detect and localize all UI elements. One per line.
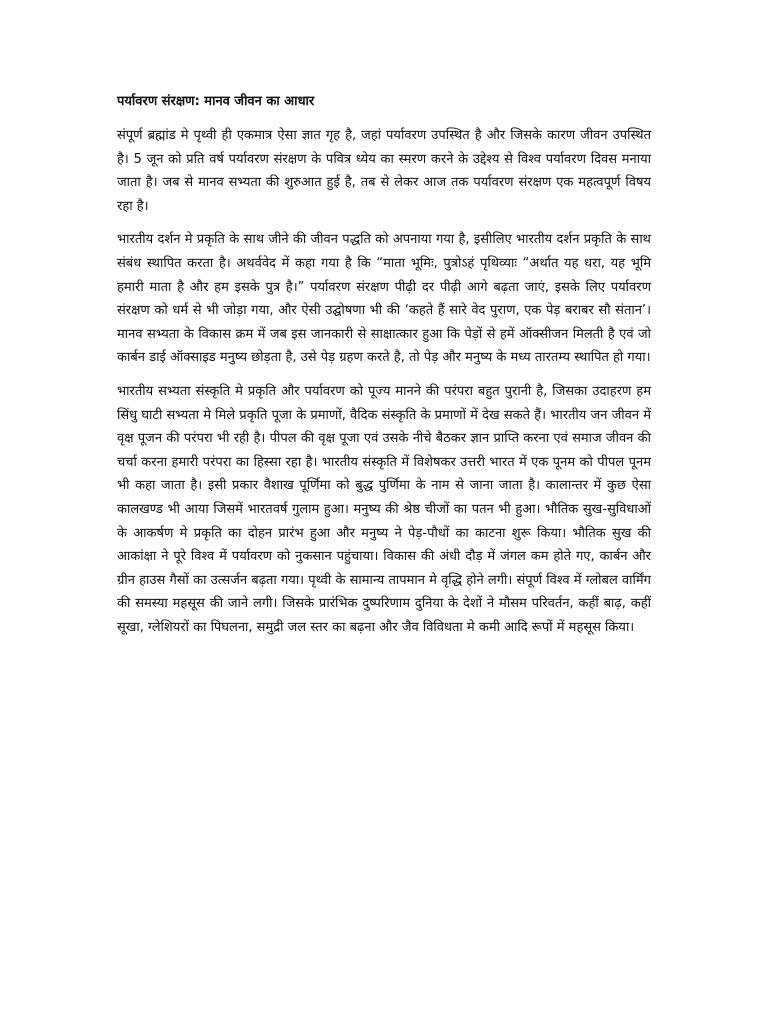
paragraph-intro: संपूर्ण ब्रह्मांड मे पृथ्वी ही एकमात्र ऐसा ज्ञात गृह है, जहां पर्यावरण उपस्थित है और जिसके कारण जीवन उपस्थित है। 5 जून को प्रति वर्ष पर्यावरण संरक्षण के पवित्र ध्येय का स्मरण करने के उद्देश्य से विश्व पर्यावरण दिवस मनाया जाता है। जब से मानव सभ्यता की शुरुआत हुई है, तब से लेकर आज तक पर्यावरण संरक्षण एक महत्वपूर्ण विषय रहा है। [117,128,651,214]
document-page [117,92,651,649]
paragraph-indian-civilization: भारतीय सभ्यता संस्कृति मे प्रकृति और पर्यावरण को पूज्य मानने की परंपरा बहुत पुरानी है, जिसका उदाहरण हम सिंधु घाटी सभ्यता मे मिले प्रकृति पूजा के प्रमाणों, वैदिक संस्कृति के प्रमाणों में देख सकते हैं। भारतीय जन जीवन में वृक्ष पूजन की परंपरा भी रही है। पीपल की वृक्ष पूजा एवं उसके नीचे बैठकर ज्ञान प्राप्ति करना एवं समाज जीवन की चर्चा करना हमारी परंपरा का हिस्सा रहा है। भारतीय संस्कृति में विशेषकर उत्तरी भारत में एक पूनम को पीपल पूनम भी कहा जाता है। इसी प्रकार वैशाख पूर्णिमा को बुद्ध पुर्णिमा के नाम से जाना जाता है। कालान्तर में कुछ ऐसा कालखण्ड भी आया जिसमें भारतवर्ष गुलाम हुआ। मनुष्य की श्रेष्ठ चीजों का पतन भी हुआ। भौतिक सुख-सुविधाओं के आकर्षण मे प्रकृति का दोहन प्रारंभ हुआ और मनुष्य ने पेड़-पौधों का काटना शुरू किया। भौतिक सुख की आकांक्षा ने पूरे विश्व में पर्यावरण को नुकसान पहुंचाया। विकास की अंधी दौड़ में जंगल कम होते गए, कार्बन और ग्रीन हाउस गैसों का उत्सर्जन बढ़ता गया। पृथ्वी के सामान्य तापमान मे वृद्धि होने लगी। संपूर्ण विश्व में ग्लोबल वार्मिंग की समस्या महसूस की जाने लगी। जिसके प्रारंभिक दुष्परिणाम दुनिया के देशों ने मौसम परिवर्तन, कहीं बाढ़, कहीं सूखा, ग्लेशियरों का पिघलना, समुद्री जल स्तर का बढ़ना और जैव विविधता मे कमी आदि रूपों में महसूस किया। [117,383,651,635]
document-title: पर्यावरण संरक्षण: मानव जीवन का आधार [117,94,315,109]
paragraph-indian-philosophy: भारतीय दर्शन मे प्रकृति के साथ जीने की जीवन पद्धति को अपनाया गया है, इसीलिए भारतीय दर्शन प्रकृति के साथ संबंध स्थापित करता है। अथर्ववेद में कहा गया है कि “माता भूमिः, पुत्रोऽहं पृथिव्याः “अर्थात यह धरा, यह भूमि हमारी माता है और हम इसके पुत्र है।” पर्यावरण संरक्षण पीढ़ी दर पीढ़ी आगे बढ़ता जाएं, इसके लिए पर्यावरण संरक्षण को धर्म से भी जोड़ा गया, और ऐसी उद्घोषणा भी की ‘कहते हैं सारे वेद पुराण, एक पेड़ बराबर सौ संतान’। मानव सभ्यता के विकास क्रम में जब इस जानकारी से साक्षात्कार हुआ कि पेड़ों से हमें ऑक्सीजन मिलती है एवं जो कार्बन डाई ऑक्साइड मनुष्य छोड़ता है, उसे पेड़ ग्रहण करते है, तो पेड़ और मनुष्य के मध्य तारतम्य स्थापित हो गया। [117,232,651,366]
